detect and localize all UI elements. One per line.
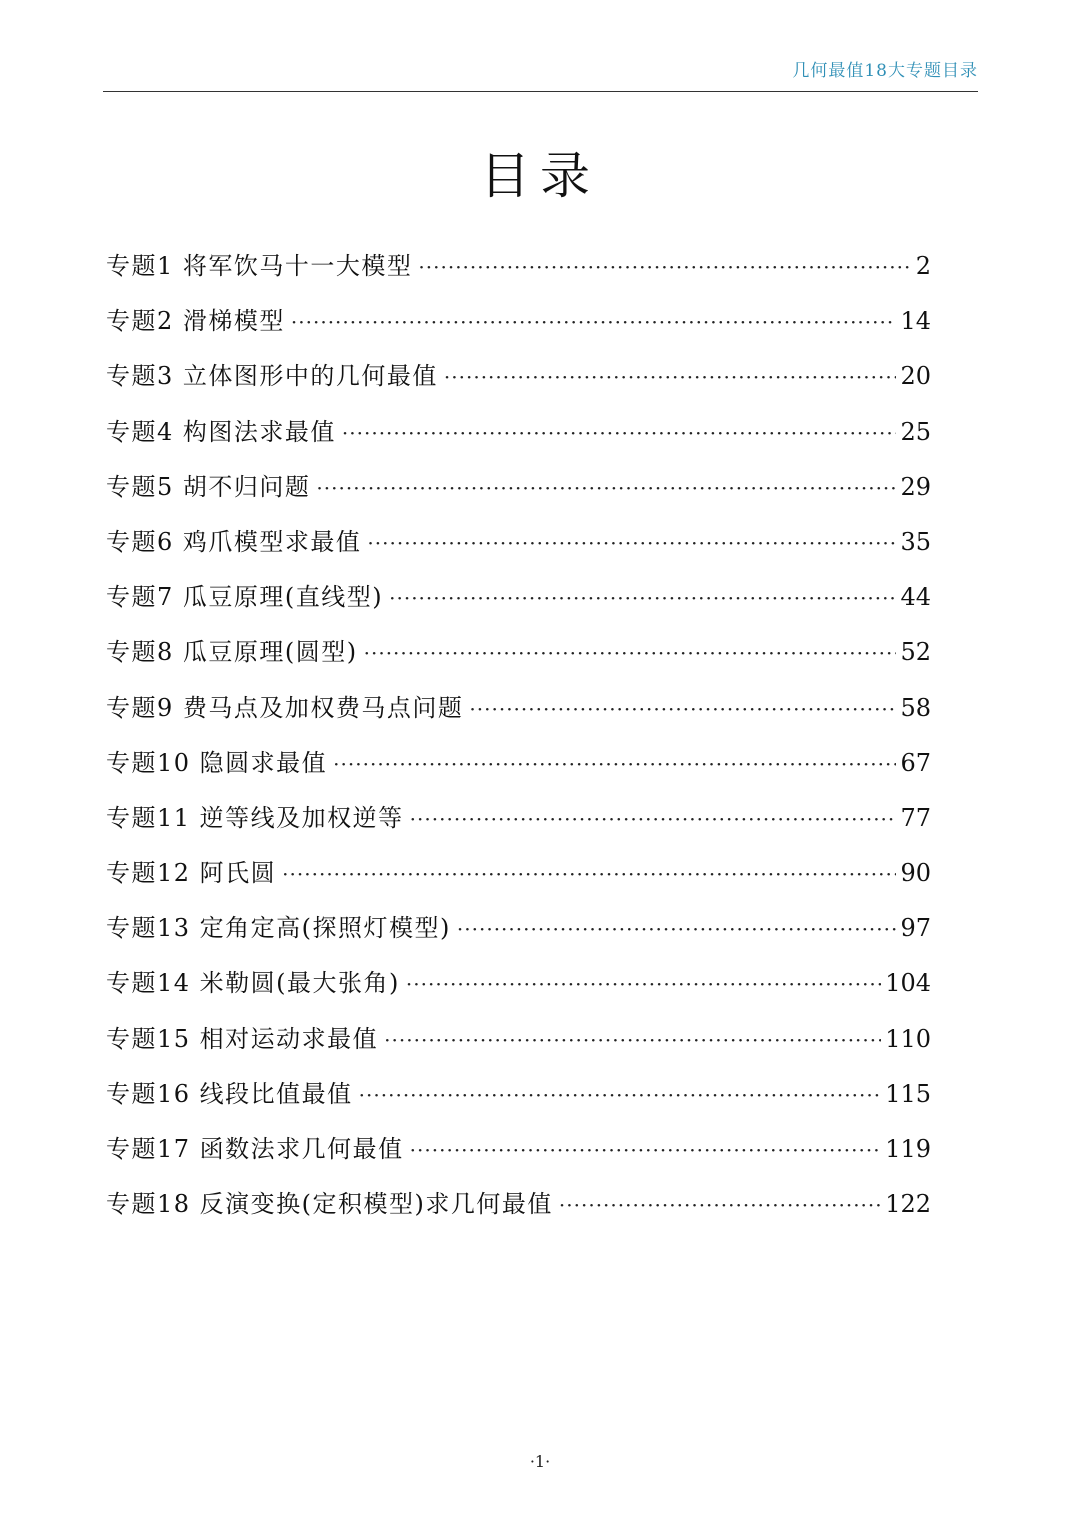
dot-leader	[457, 905, 897, 953]
toc-entry-label: 专题15 相对运动求最值	[106, 1024, 379, 1053]
toc-entry-label: 专题4 构图法求最值	[106, 417, 336, 446]
toc-entry-label: 专题10 隐圆求最值	[106, 748, 328, 777]
toc-entry-6[interactable]	[106, 518, 931, 573]
dot-leader	[291, 298, 897, 346]
page-number: ·1·	[529, 1452, 551, 1471]
toc-entry-12[interactable]	[106, 849, 931, 904]
dot-leader	[367, 519, 896, 567]
toc-entry-1[interactable]	[106, 242, 931, 297]
dot-leader	[469, 685, 896, 733]
toc-entry-label: 专题2 滑梯模型	[106, 307, 285, 336]
toc-entry-label: 专题9 费马点及加权费马点问题	[106, 693, 464, 722]
toc-entry-11[interactable]	[106, 794, 931, 849]
toc-entry-label: 专题11 逆等线及加权逆等	[106, 803, 404, 832]
page-title: 目录	[480, 147, 600, 205]
toc-entry-page: 77	[900, 803, 931, 832]
toc-entry-label: 专题14 米勒圆(最大张角)	[106, 969, 400, 998]
dot-leader	[389, 574, 896, 622]
toc-entry-page: 29	[900, 472, 931, 501]
toc-entry-page: 35	[900, 527, 931, 556]
toc-entry-label: 专题13 定角定高(探照灯模型)	[106, 914, 451, 943]
toc-entry-page: 52	[900, 638, 931, 667]
dot-leader	[418, 243, 911, 291]
toc-entry-page: 44	[900, 583, 931, 612]
toc-entry-page: 67	[900, 748, 931, 777]
running-header: 几何最值18大专题目录	[103, 56, 978, 92]
toc-entry-page: 20	[900, 362, 931, 391]
toc-entry-page: 119	[885, 1135, 931, 1163]
dot-leader	[364, 629, 897, 677]
toc-entry-7[interactable]	[106, 573, 931, 628]
table-of-contents	[106, 242, 931, 1235]
toc-entry-label: 专题12 阿氏圆	[106, 859, 277, 888]
dot-leader	[333, 740, 896, 788]
toc-entry-label: 专题5 胡不归问题	[106, 472, 311, 501]
toc-entry-14[interactable]	[106, 959, 931, 1014]
toc-entry-5[interactable]	[106, 463, 931, 518]
dot-leader	[359, 1071, 882, 1119]
toc-entry-label: 专题3 立体图形中的几何最值	[106, 362, 438, 391]
toc-entry-2[interactable]	[106, 297, 931, 352]
toc-entry-9[interactable]	[106, 684, 931, 739]
toc-entry-label: 专题7 瓜豆原理(直线型)	[106, 583, 384, 612]
dot-leader	[444, 353, 897, 401]
toc-entry-18[interactable]	[106, 1180, 931, 1235]
toc-entry-page: 14	[900, 307, 931, 336]
dot-leader	[410, 1126, 882, 1174]
dot-leader	[316, 464, 896, 512]
toc-entry-page: 122	[885, 1190, 931, 1219]
toc-entry-page: 115	[885, 1079, 931, 1108]
toc-entry-3[interactable]	[106, 352, 931, 407]
toc-entry-17[interactable]	[106, 1125, 931, 1180]
dot-leader	[282, 850, 896, 898]
dot-leader	[406, 960, 881, 1008]
toc-entry-label: 专题6 鸡爪模型求最值	[106, 527, 362, 556]
toc-entry-label: 专题17 函数法求几何最值	[106, 1135, 404, 1163]
dot-leader	[559, 1181, 881, 1229]
toc-entry-page: 90	[900, 859, 931, 888]
toc-entry-page: 110	[885, 1024, 931, 1053]
toc-entry-16[interactable]	[106, 1070, 931, 1125]
toc-entry-15[interactable]	[106, 1015, 931, 1070]
toc-entry-page: 104	[885, 969, 931, 998]
toc-entry-page: 2	[915, 252, 931, 280]
toc-entry-13[interactable]	[106, 904, 931, 959]
toc-entry-page: 97	[900, 914, 931, 943]
toc-entry-page: 25	[900, 417, 931, 446]
toc-entry-page: 58	[900, 693, 931, 722]
dot-leader	[342, 409, 897, 457]
toc-entry-8[interactable]	[106, 628, 931, 683]
dot-leader	[410, 795, 897, 843]
toc-entry-10[interactable]	[106, 739, 931, 794]
toc-entry-label: 专题18 反演变换(定积模型)求几何最值	[106, 1190, 553, 1219]
toc-entry-4[interactable]	[106, 408, 931, 463]
dot-leader	[384, 1016, 881, 1064]
toc-entry-label: 专题16 线段比值最值	[106, 1079, 353, 1108]
toc-entry-label: 专题8 瓜豆原理(圆型)	[106, 638, 358, 667]
toc-entry-label: 专题1 将军饮马十一大模型	[106, 252, 413, 280]
